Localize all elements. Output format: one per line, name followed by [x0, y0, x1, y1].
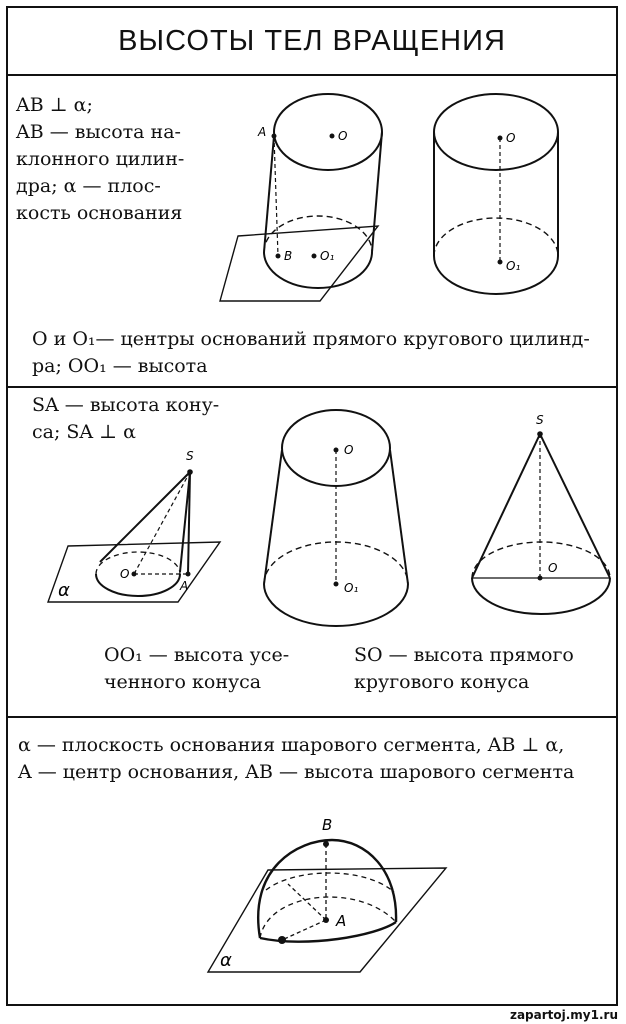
label-o1: O₁ [320, 249, 335, 263]
point-o [538, 576, 543, 581]
label-s: S [186, 449, 194, 463]
label-b: B [322, 816, 333, 834]
bottom-arc-back [434, 218, 558, 256]
base-arc-front [96, 574, 180, 596]
caption-line: кругового конуса [354, 671, 530, 693]
cylinder-caption [32, 326, 590, 380]
point-s [537, 431, 543, 437]
base-arc-back [96, 552, 180, 574]
base-arc-back [472, 542, 610, 578]
text-line: AB ⊥ α; [16, 94, 93, 116]
label-o: O [120, 567, 130, 581]
point-o [330, 134, 335, 139]
point-b [276, 254, 281, 259]
text-line: са; SA ⊥ α [32, 421, 136, 443]
label-alpha: α [58, 580, 70, 601]
side-left [264, 136, 274, 252]
watermark: zapartoj.my1.ru [509, 1008, 618, 1022]
frustum-caption [104, 642, 289, 696]
bottom-arc-front [434, 256, 558, 294]
point-a [186, 572, 191, 577]
generatrix-left [100, 472, 190, 562]
text-line: клонного цилин- [16, 148, 185, 170]
segment-description [18, 732, 574, 786]
cylinder-description [16, 92, 184, 227]
spherical-segment-diagram [198, 810, 458, 990]
point-edge [278, 936, 286, 944]
section-cones [8, 388, 616, 718]
point-o [132, 572, 137, 577]
cone-caption [354, 642, 574, 696]
upper-circle-arc [266, 873, 394, 892]
point-a [272, 134, 277, 139]
caption-line: ра; OO₁ — высота [32, 355, 208, 377]
oblique-cone-diagram [38, 438, 238, 618]
bottom-arc-front [264, 584, 408, 626]
text-line: AB — высота на- [16, 121, 181, 143]
page-title: ВЫСОТЫ ТЕЛ ВРАЩЕНИЯ [8, 8, 616, 76]
text-line: дра; α — плос- [16, 175, 161, 197]
bottom-arc-front [264, 252, 372, 288]
text-line: кость основания [16, 202, 183, 224]
right-cylinder-diagram [428, 86, 578, 306]
generatrix-right [540, 434, 610, 578]
frustum-diagram [256, 406, 426, 646]
point-b [323, 841, 329, 847]
point-o1 [498, 260, 503, 265]
point-o1 [312, 254, 317, 259]
generatrix-left [472, 434, 540, 578]
label-a: A [180, 579, 189, 593]
label-o1: O₁ [506, 259, 521, 273]
label-alpha: α [220, 950, 232, 971]
label-a: A [258, 125, 267, 139]
text-line: SA — высота кону- [32, 394, 220, 416]
label-o: O [548, 561, 558, 575]
text-line: A — центр основания, AB — высота шарового сегмента [18, 761, 575, 783]
caption-line: ченного конуса [104, 671, 262, 693]
point-o1 [334, 582, 339, 587]
dome-outline [258, 840, 396, 938]
label-o: O [506, 131, 516, 145]
oblique-cylinder-diagram [208, 86, 408, 306]
label-s: S [536, 413, 544, 427]
base-arc-front [472, 578, 610, 614]
section-spherical-segment [8, 718, 616, 1006]
base-plane [220, 226, 378, 301]
caption-line: OO₁ — высота усе- [104, 644, 290, 666]
radius-line [282, 920, 326, 940]
radius-line [288, 884, 326, 920]
side-right [390, 450, 408, 584]
section-cylinders [8, 76, 616, 388]
label-o1: O₁ [344, 581, 359, 595]
height-ab [274, 136, 278, 256]
label-o: O [338, 129, 348, 143]
right-cone-diagram [460, 408, 620, 638]
side-right [372, 132, 382, 252]
text-line: α — плоскость основания шарового сегмента, AB ⊥ α, [18, 734, 565, 756]
top-ellipse [274, 94, 382, 170]
point-a [323, 917, 329, 923]
label-o: O [344, 443, 354, 457]
caption-line: O и O₁— центры оснований прямого кругового цилинд- [32, 328, 590, 350]
top-ellipse [434, 94, 558, 170]
bottom-arc-back [264, 216, 372, 252]
label-b: B [284, 249, 293, 263]
point-o [498, 136, 503, 141]
point-o [334, 448, 339, 453]
label-a: A [336, 912, 347, 930]
point-s [187, 469, 193, 475]
caption-line: SO — высота прямого [354, 644, 574, 666]
page-frame [6, 6, 618, 1006]
